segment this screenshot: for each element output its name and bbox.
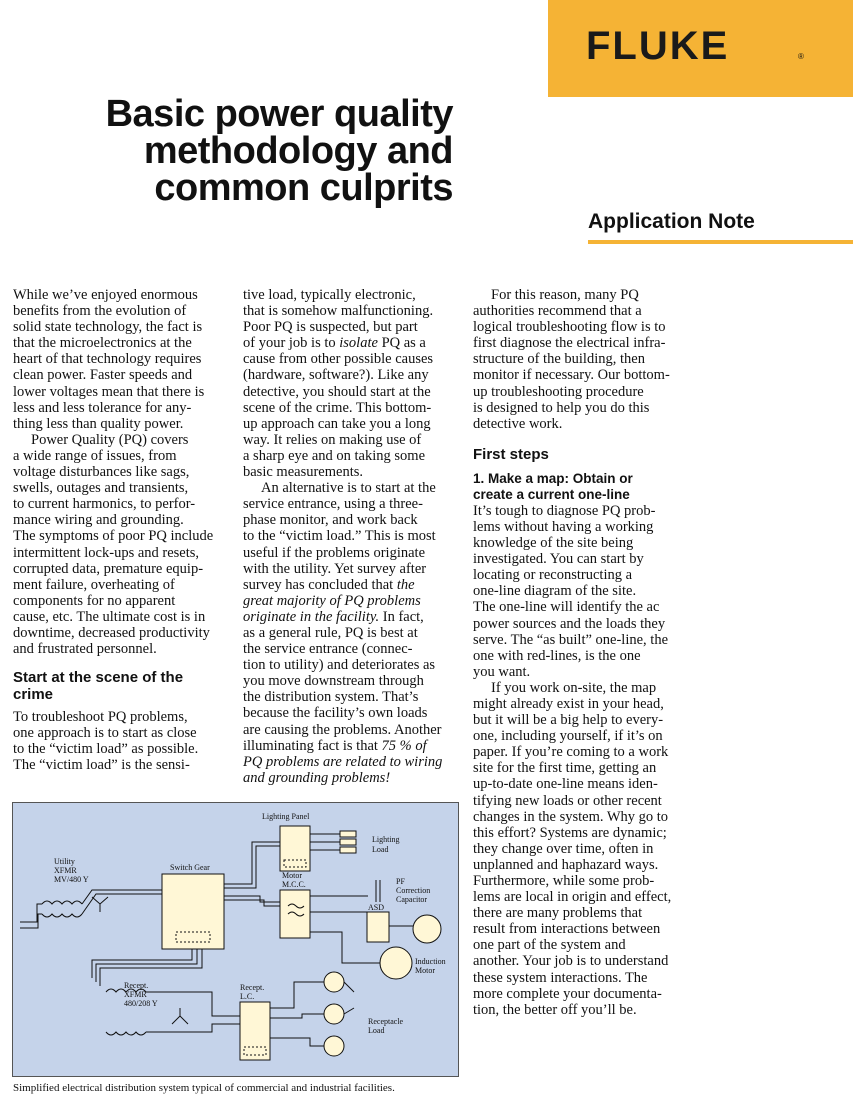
text-line: that the microelectronics at the (13, 335, 192, 352)
lighting-load-label: Lighting (372, 835, 400, 844)
text-line: that is somehow malfunctioning. (243, 303, 434, 320)
text-line: lems are local in origin and effect, (473, 889, 672, 906)
text-line: 1. Make a map: Obtain or (473, 470, 633, 486)
text-line: cause, etc. The ultimate cost is in (13, 608, 206, 625)
text-line: this effort? Systems are dynamic; (473, 824, 667, 841)
utility-label: MV/480 Y (54, 875, 89, 884)
text-line: tive load, typically electronic, (243, 287, 416, 303)
receptacle-load-label: Receptacle (368, 1017, 404, 1026)
text-line: solid state technology, the fact is (13, 319, 203, 336)
asd-label: ASD (368, 903, 385, 912)
text-line: great majority of PQ problems (243, 592, 421, 609)
utility-label: Utility (54, 857, 75, 866)
title-line: Basic power quality (105, 93, 453, 135)
text-line: a sharp eye and on taking some (243, 447, 426, 464)
figure-caption: Simplified electrical distribution system typical of commercial and industrial facilities. (13, 1082, 395, 1094)
text-line: result from interactions between (473, 921, 661, 938)
text-line: phase monitor, and work back (243, 512, 418, 529)
text-line: because the facility’s own loads (243, 705, 428, 722)
text-line: might already exist in your head, (473, 695, 664, 712)
text-line: components for no apparent (13, 592, 176, 609)
text-line: To troubleshoot PQ problems, (13, 709, 188, 726)
text-line: less and less tolerance for any- (13, 399, 192, 416)
text-line: monitor if necessary. Our bottom- (473, 367, 670, 384)
text-line: basic measurements. (243, 464, 363, 481)
switch-gear-label: Switch Gear (170, 863, 210, 872)
text-line: power sources and the loads they (473, 615, 666, 632)
text-line: these system interactions. The (473, 969, 648, 986)
text-line: authorities recommend that a (473, 303, 642, 320)
receptacle-load-label: Load (368, 1026, 385, 1035)
text-line: structure of the building, then (473, 351, 645, 368)
text-line: lems without having a working (473, 518, 654, 535)
text-line: Power Quality (PQ) covers (31, 431, 189, 448)
text-line: logical troubleshooting flow is to (473, 319, 666, 336)
text-line: you move downstream through (243, 673, 424, 690)
text-line: swells, outages and transients, (13, 480, 189, 497)
text-line: tifying new loads or other recent (473, 792, 662, 809)
text-line: mance wiring and grounding. (13, 512, 184, 529)
text-line: are causing the problems. Another (243, 721, 442, 738)
text-line: knowledge of the site being (473, 535, 634, 552)
text-line: ment failure, overheating of (13, 576, 175, 593)
text-line: For this reason, many PQ (491, 287, 639, 303)
motor-mcc-label: M.C.C. (282, 880, 306, 889)
text-line: first diagnose the electrical infra- (473, 335, 666, 352)
distribution-diagram (12, 802, 459, 1077)
text-line: cause from other possible causes (243, 351, 434, 368)
text-line: intermittent lock-ups and resets, (13, 544, 200, 561)
text-line: While we’ve enjoyed enormous (13, 287, 198, 303)
recept-xfmr-label: Recept. (124, 981, 149, 990)
page-title (105, 93, 453, 209)
text-line: The “victim load” is the sensi- (13, 757, 190, 774)
text-line: another. Your job is to understand (473, 953, 669, 970)
text-line: there are many problems that (473, 905, 643, 922)
text-line: they change over time, often in (473, 840, 654, 857)
paragraph: tive load, typically electronic, that is somehow malfunctioning. Poor PQ is suspected, but part of your job is to isolate PQ as a cause from other possible causes (hardware, software?). Like any detective, you should start at the scene of the crime. This bottom- up approach can take you a long way. It relies on making use of a sharp eye and on taking some basic measurements. (243, 287, 465, 480)
text-line: site for the first time, getting an (473, 760, 657, 777)
section-heading: First steps (473, 445, 549, 463)
column-1 (13, 287, 235, 774)
paragraph (13, 432, 235, 657)
paragraph: An alternative is to start at the service entrance, using a three- phase monitor, and work back to the “victim load.” This is most useful if the problems originate with the utility. Yet survey after survey has concluded that the great majority of PQ problems originate in the facility. In fact, as a general rule, PQ is best at the service entrance (connec- tion to utility) and deteriorates as you move downstream through the distribution system. That’s because the facility’s own loads are causing the problems. Another illuminating fact is that 75 % of PQ problems are related to wiring and grounding problems! (243, 480, 465, 786)
text-line: PQ problems are related to wiring (243, 753, 443, 770)
text-line: and frustrated personnel. (13, 641, 157, 658)
title-line: methodology and (143, 130, 453, 172)
text-line: the service entrance (connec- (243, 641, 413, 658)
title-line: common culprits (154, 167, 453, 209)
utility-label: XFMR (54, 866, 77, 875)
text-line: one approach is to start as close (13, 725, 197, 742)
paragraph (473, 680, 695, 1018)
text-line: voltage disturbances like sags, (13, 464, 190, 481)
text-line: you want. (473, 663, 531, 680)
recept-xfmr-label: 480/208 Y (124, 999, 158, 1008)
text-line: a wide range of issues, from (13, 447, 177, 464)
text-line: thing less than quality power. (13, 415, 184, 432)
text-line: serve. The “as built” one-line, the (473, 631, 669, 648)
text-line: Poor PQ is suspected, but part (243, 319, 418, 336)
text-line: and grounding problems! (243, 769, 391, 786)
text-line: paper. If you’re coming to a work (473, 744, 669, 761)
lighting-load-label: Load (372, 845, 389, 854)
text-line: more complete your documenta- (473, 985, 662, 1002)
text-line: downtime, decreased productivity (13, 624, 210, 641)
section-heading (13, 669, 235, 703)
text-line: is designed to help you do this (473, 399, 650, 416)
text-line: crime (13, 686, 54, 704)
text-line: but it will be a big help to every- (473, 712, 664, 729)
text-line: The one-line will identify the ac (473, 599, 660, 616)
text-line: create a current one-line (473, 486, 630, 502)
paragraph (13, 287, 235, 432)
pf-capacitor-label: PF (396, 877, 405, 886)
text-line: clean power. Faster speeds and (13, 367, 193, 384)
text-line: as a general rule, PQ is best at (243, 624, 418, 641)
text-line: corrupted data, premature equip- (13, 560, 204, 577)
pf-capacitor-label: Capacitor (396, 895, 428, 904)
text-line: locating or reconstructing a (473, 567, 633, 584)
induction-motor-label: Induction (415, 957, 446, 966)
text-line: detective, you should start at the (243, 383, 431, 400)
text-line: service entrance, using a three- (243, 496, 423, 513)
text-line: An alternative is to start at the (261, 480, 436, 497)
text-line: Furthermore, while some prob- (473, 873, 655, 889)
pf-capacitor-label: Correction (396, 886, 431, 895)
text-line: The symptoms of poor PQ include (13, 528, 214, 545)
accent-rule (588, 240, 853, 244)
text-line: the distribution system. That’s (243, 689, 419, 706)
text-line: to the “victim load” as possible. (13, 741, 199, 758)
text-line: way. It relies on making use of (243, 431, 422, 448)
text-line: up troubleshooting procedure (473, 383, 644, 400)
recept-xfmr-label: XFMR (124, 990, 147, 999)
text-line: changes in the system. Why go to (473, 808, 669, 825)
text-line: If you work on-site, the map (491, 679, 657, 696)
text-line: one part of the system and (473, 937, 626, 954)
text-line: up-to-date one-line means iden- (473, 776, 658, 793)
recept-lc-label: L.C. (240, 992, 255, 1001)
text-line: tion to utility) and deteriorates as (243, 657, 436, 674)
text-line: heart of that technology requires (13, 351, 202, 368)
motor-mcc-label: Motor (282, 871, 302, 880)
text-line: unplanned and haphazard ways. (473, 856, 659, 873)
text-line: lower voltages mean that there is (13, 383, 205, 400)
text-line: one-line diagram of the site. (473, 583, 637, 600)
text-line: Start at the scene of the (13, 669, 184, 687)
text-line: investigated. You can start by (473, 551, 644, 568)
column-3 (473, 287, 695, 1018)
lighting-panel-label: Lighting Panel (262, 812, 310, 821)
text-line: tion, the better off you’ll be. (473, 1001, 637, 1018)
column-2 (243, 287, 465, 786)
text-line: up approach can take you a long (243, 415, 431, 432)
text-line: detective work. (473, 415, 563, 432)
paragraph (13, 709, 235, 773)
text-line: with the utility. Yet survey after (243, 560, 427, 577)
text-line: (hardware, software?). Like any (243, 367, 429, 384)
text-line: useful if the problems originate (243, 544, 426, 561)
text-line: to the “victim load.” This is most (243, 528, 436, 545)
application-note-label: Application Note (588, 210, 755, 233)
induction-motor-label: Motor (415, 966, 435, 975)
text-line: one, including yourself, if it’s on (473, 728, 663, 745)
paragraph (473, 503, 695, 680)
text-line: to current harmonics, to perfor- (13, 496, 196, 513)
fluke-logo: FLUKE (586, 24, 730, 68)
registered-mark: ® (798, 52, 804, 61)
recept-lc-label: Recept. (240, 983, 265, 992)
text-line: scene of the crime. This bottom- (243, 399, 432, 416)
paragraph (473, 287, 695, 432)
text-line: benefits from the evolution of (13, 303, 187, 320)
text-line: one with red-lines, is the one (473, 647, 641, 664)
subsection-heading (473, 471, 695, 503)
text-line: It’s tough to diagnose PQ prob- (473, 502, 656, 519)
